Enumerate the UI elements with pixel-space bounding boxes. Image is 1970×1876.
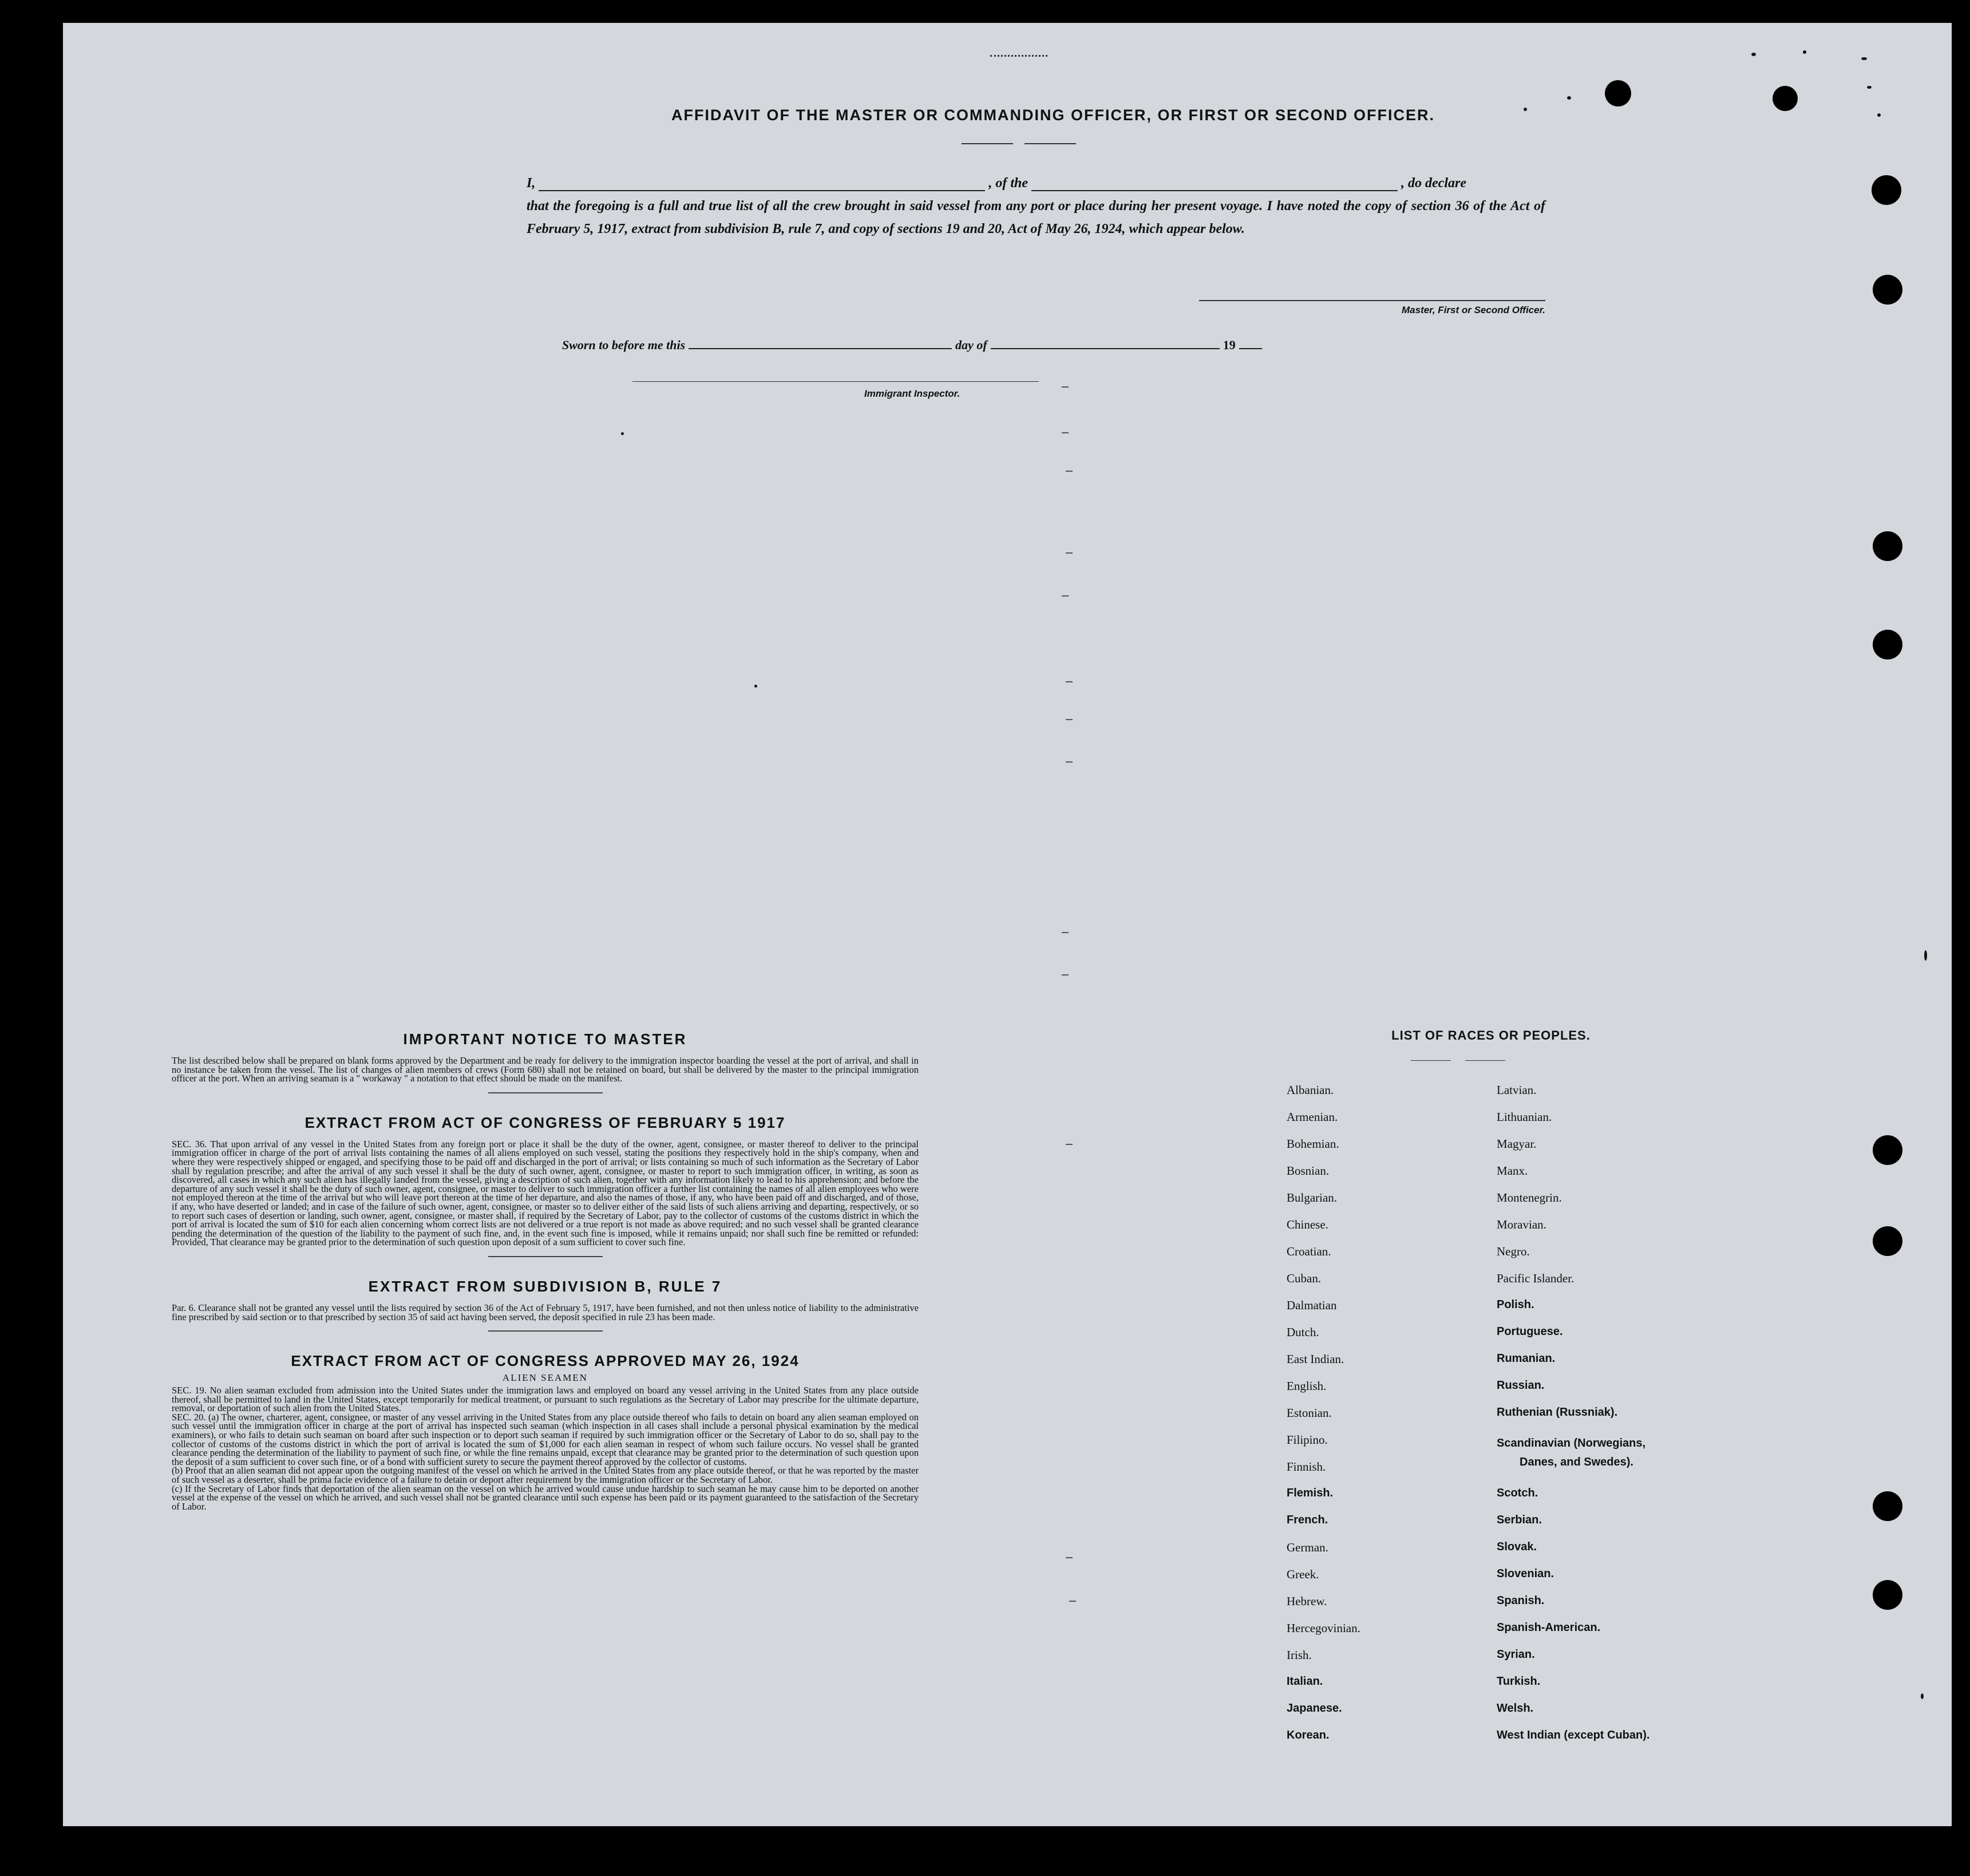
race-item: Pacific Islander. [1497,1271,1575,1285]
race-item: Albanian. [1287,1083,1334,1097]
race-item: Finnish. [1287,1460,1326,1474]
race-item: Slovenian. [1497,1567,1554,1580]
race-item: Chinese. [1287,1218,1328,1231]
race-item: Danes, and Swedes). [1520,1456,1633,1468]
speck [1861,57,1867,60]
race-item: Magyar. [1497,1137,1537,1151]
notice-title: IMPORTANT NOTICE TO MASTER [403,1030,687,1048]
speck [621,432,624,435]
punch-hole [1873,1580,1902,1610]
margin-tick [1062,595,1069,597]
notice-body: The list described below shall be prepared on blank forms approved by the Department and be ready for delivery to the immigration inspector boarding the vessel at the port of arrival, and shall in no instance be taken from the vessel. The list of changes of alien members of crews (Form 680) shall not be retained on board, but shall be delivered by the master to the principal immigration officer at the port. When an arriving seaman is a " workaway " a notation to that effect should be made on the manifest. [172,1055,919,1084]
race-item: Filipino. [1287,1433,1328,1447]
race-item: Dutch. [1287,1325,1319,1339]
race-item: English. [1287,1379,1327,1393]
race-item: Rumanian. [1497,1352,1556,1365]
race-item: Spanish. [1497,1594,1545,1607]
punch-hole [1872,175,1901,205]
sec-20a-paragraph: SEC. 20. (a) The owner, charterer, agent, consignee, or master of any vessel arriving in the United States from any place outside thereof who fails to detain on board any alien seaman employed on such vessel until the immigration officer in charge at the port of arrival has inspected such seaman (which inspection in all cases shall include a personal physical examination by the medical examiners), or who fails to detain such seaman on board after such inspection or to deport such seaman if required by such immigration officer or the Secretary of Labor to do so, shall pay to the collector of customs of the customs district in which the port of arrival is located the sum of $1,000 for each alien seaman in respect of whom such failure occurs. No vessel shall be granted clearance pending the determination of the liability to payment of such fine, or while the fine remains unpaid, except that clearance may be granted prior to the determination of such question upon the deposit of a sum sufficient to cover such fine, or of a bond with sufficient surety to secure the payment thereof approved by the collector of customs. [172,1411,919,1467]
speck [1921,1693,1924,1699]
race-item: German. [1287,1541,1328,1554]
race-item: Lithuanian. [1497,1110,1552,1124]
margin-tick [1066,552,1073,554]
speck [1867,86,1872,89]
race-item: Russian. [1497,1379,1545,1392]
race-item: Bosnian. [1287,1164,1330,1178]
margin-tick [1069,1601,1076,1602]
of-the-label: , of the [988,176,1028,191]
race-item: Flemish. [1287,1487,1334,1499]
race-item: Polish. [1497,1298,1534,1311]
margin-tick [1062,932,1069,933]
extract-1924-title: EXTRACT FROM ACT OF CONGRESS APPROVED MAY 26, 1924 [291,1352,800,1370]
sec-20b-paragraph: (b) Proof that an alien seaman did not appear upon the outgoing manifest of the vessel on which he arrived in the United States from any place outside thereof, or that he was reported by the master of such vessel as a deserter, shall be prima facie evidence of a failure to detain or deport after requirement by the immigration officer or the Secretary of Labor. [172,1465,919,1486]
race-item: Bulgarian. [1287,1191,1338,1204]
margin-tick [1066,1144,1073,1145]
race-item: Portuguese. [1497,1325,1563,1338]
title-underline [1024,143,1076,144]
race-item: Turkish. [1497,1675,1541,1688]
declaration-body: that the foregoing is a full and true list of all the crew brought in said vessel from any port or place during her present voyage. I have noted the copy of section 36 of the Act of February 5, 1917, extract from subdivision B, rule 7, and copy of sections 19 and 20, Act of May 26, 1924, which appear below. [527,199,1545,236]
race-item: Welsh. [1497,1702,1534,1715]
divider [488,1092,603,1093]
races-right-column [1497,0,1840,1876]
race-item: East Indian. [1287,1352,1344,1366]
margin-tick [1066,471,1073,472]
race-item: Scotch. [1497,1487,1538,1499]
race-item: Spanish-American. [1497,1621,1601,1634]
speck [1924,950,1927,961]
race-item: French. [1287,1514,1328,1526]
year-prefix: 19 [1223,338,1236,352]
inspector-caption: Immigrant Inspector. [864,388,960,399]
race-item: Syrian. [1497,1648,1535,1661]
day-of-label: day of [955,338,987,352]
sworn-month-field[interactable] [991,348,1220,349]
race-item: Irish. [1287,1648,1312,1662]
race-item: Estonian. [1287,1406,1332,1420]
margin-tick [1062,386,1069,388]
race-item: Japanese. [1287,1702,1342,1715]
divider [488,1256,603,1257]
title-underline [962,143,1013,144]
race-item: Montenegrin. [1497,1191,1562,1204]
punch-hole [1873,531,1902,561]
race-item: Armenian. [1287,1110,1338,1124]
race-item: Italian. [1287,1675,1323,1688]
races-title: LIST OF RACES OR PEOPLES. [1391,1028,1591,1042]
race-item: Hercegovinian. [1287,1621,1360,1635]
race-item: Hebrew. [1287,1594,1327,1608]
signature-caption: Master, First or Second Officer. [1402,305,1545,315]
header-marks [990,55,1047,59]
margin-tick [1062,974,1069,975]
punch-hole [1873,1135,1902,1165]
punch-hole [1873,1226,1902,1256]
race-item: Dalmatian [1287,1298,1337,1312]
race-item: Bohemian. [1287,1137,1339,1151]
extract-rule7-title: EXTRACT FROM SUBDIVISION B, RULE 7 [368,1277,722,1295]
sworn-day-field[interactable] [689,348,952,349]
margin-tick [1066,719,1073,720]
race-item: West Indian (except Cuban). [1497,1729,1650,1741]
sworn-prefix: Sworn to before me this [562,338,686,352]
extract-1917-title: EXTRACT FROM ACT OF CONGRESS OF FEBRUARY 5 1917 [304,1113,786,1131]
extract-1917-body: SEC. 36. That upon arrival of any vessel in the United States from any foreign port or place it shall be the duty of the owner, agent, consignee, or master thereof to deliver to the principal immigration officer in charge of the port of arrival lists containing the names of all aliens employed on such vessel, stating the positions they respectively hold in the ship's company, when and where they were respectively shipped or engaged, and specifying those to be paid off and discharged in the port of arrival; or lists containing so much of such information as the Secretary of Labor shall by regulation prescribe; and after the arrival of any such vessel it shall be the duty of such owner, agent, consignee, or master to report to such immigration officer, in writing, as soon as discovered, all cases in which any such alien has illegally landed from the vessel, giving a description of such alien, together with any information likely to lead to his apprehension; and before the departure of any such vessel it shall be the duty of such owner, agent, consignee, or master to deliver to such immigration officer a further list containing the names of all alien employees who were not employed thereon at the time of the arrival but who will leave port thereon at the time of her departure, and also the names of those, if any, who have been paid off and discharged, and of those, if any, who have deserted or landed; and in case of the failure of such owner, agent, consignee, or master so to deliver either of the said lists of such aliens arriving and departing, respectively, or so to report such cases of desertion or landing, such owner, agent, consignee, or master shall, if required by the Secretary of Labor, pay to the collector of customs of the customs district in which the port of arrival is located the sum of $10 for each alien concerning whom correct lists are not delivered or a true report is not made as above required; and no such vessel shall be granted clearance pending the determination of the question of the liability to the payment of such fine, and, in the event such fine is imposed, while it remains unpaid; nor shall such fine be remitted or refunded: Provided, That clearance may be granted prior to the determination of such question upon deposit of a sum sufficient to cover such fine. [172,1138,919,1248]
race-item: Cuban. [1287,1271,1322,1285]
race-item: Serbian. [1497,1514,1542,1526]
race-item: Scandinavian (Norwegians, [1497,1437,1646,1450]
declarant-name-field[interactable] [539,190,985,191]
sec-19-paragraph: SEC. 19. No alien seaman excluded from admission into the United States under the immigration laws and employed on board any vessel arriving in the United States from any place outside thereof, shall be permitted to land in the United States, except temporarily for medical treatment, or pursuant to such regulations as the Secretary of Labor may prescribe for the ultimate departure, removal, or deportation of such alien from the United States. [172,1385,919,1414]
speck [1877,113,1881,117]
divider [488,1330,603,1332]
race-item: Slovak. [1497,1541,1537,1553]
margin-tick [1066,1557,1073,1558]
race-item: Negro. [1497,1245,1530,1258]
extract-1924-subtitle: ALIEN SEAMEN [502,1372,588,1384]
extract-rule7-body: Par. 6. Clearance shall not be granted any vessel until the lists required by section 36 of the Act of February 5, 1917, have been furnished, and not then unless notice of liability to the administrative fine prescribed by said section or to that prescribed by section 35 of said act having been served, the deposit specified in rule 23 has been made. [172,1302,919,1322]
speck [754,685,757,688]
punch-hole [1873,275,1902,305]
race-item: Korean. [1287,1729,1330,1741]
margin-tick [1062,432,1069,433]
race-item: Moravian. [1497,1218,1546,1231]
margin-tick [1066,761,1073,763]
punch-hole [1873,1491,1902,1521]
race-item: Greek. [1287,1567,1319,1581]
race-item: Ruthenian (Russniak). [1497,1406,1618,1419]
do-declare-label: , do declare [1401,176,1466,191]
inspector-signature-line[interactable] [632,381,1039,382]
race-item: Croatian. [1287,1245,1331,1258]
sworn-line [562,338,1265,353]
sec-20c-paragraph: (c) If the Secretary of Labor finds that deportation of the alien seaman on the vessel on which he arrived would cause undue hardship to such seaman he may cause him to be deported on another vessel at the expense of the vessel on which he arrived, and such vessel shall not be granted clearance until such expense has been paid or its payment guaranteed to the satisfaction of the Secretary of Labor. [172,1483,919,1512]
affidavit-title: AFFIDAVIT OF THE MASTER OR COMMANDING OFFICER, OR FIRST OR SECOND OFFICER. [671,106,1435,124]
sworn-year-field[interactable] [1239,348,1262,349]
race-item: Manx. [1497,1164,1528,1178]
legal-notices [172,1030,919,1511]
margin-tick [1066,681,1073,682]
race-item: Latvian. [1497,1083,1537,1097]
races-left-column [1287,0,1516,1876]
punch-hole [1873,630,1902,659]
declarant-prefix: I, [527,176,536,191]
